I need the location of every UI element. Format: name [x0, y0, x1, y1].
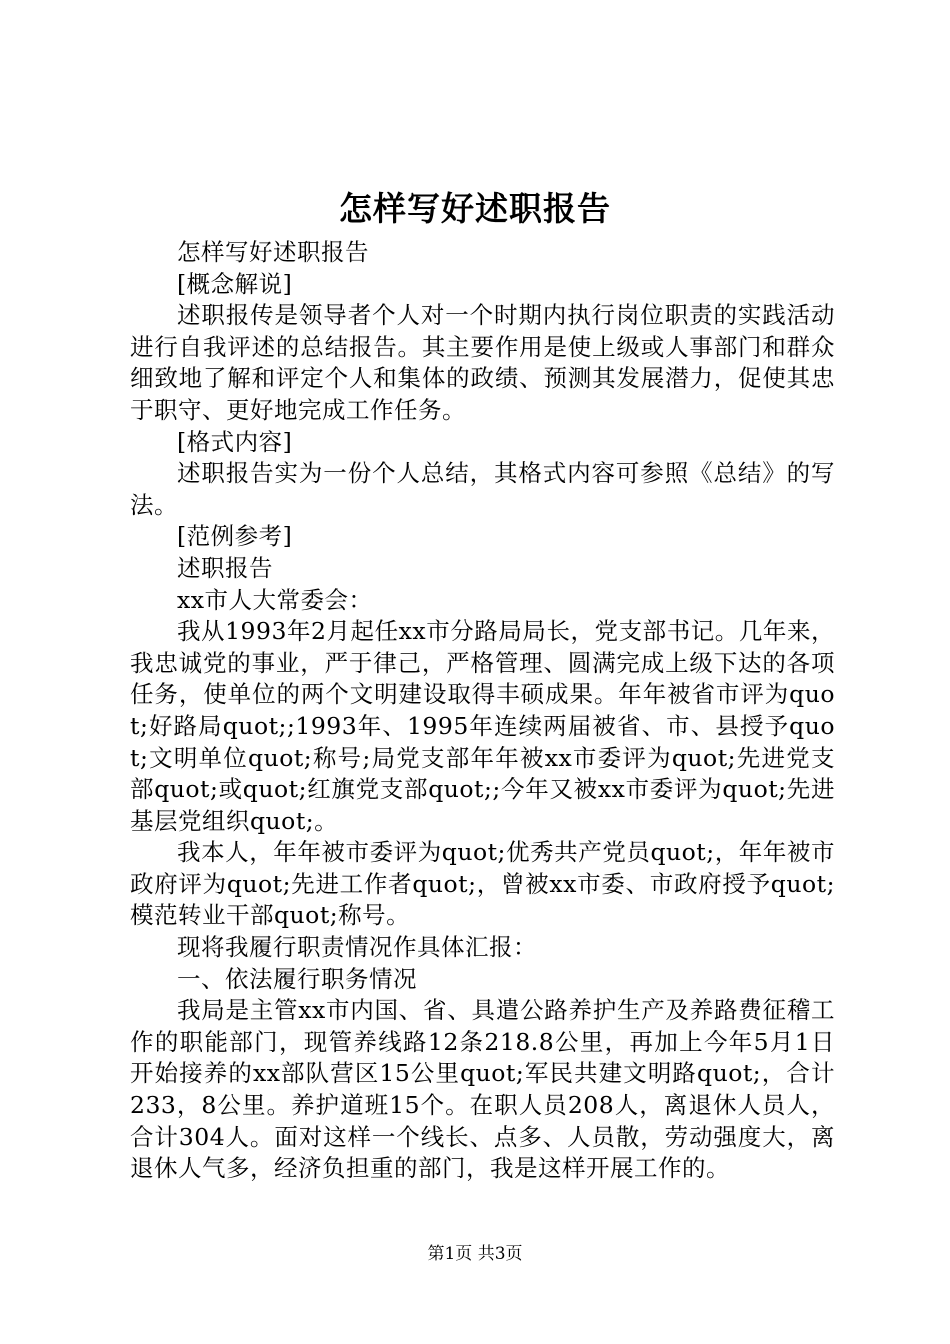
example-salutation: xx市人大常委会： — [177, 585, 373, 614]
document-title: 怎样写好述职报告 — [339, 189, 611, 228]
example-title: 述职报告 — [177, 553, 273, 582]
paragraph-example-1: 我从1993年2月起任xx市分路局局长，党支部书记。几年来，我忠诚党的事业，严于律己，严格管理、圆满完成上级下达的各项任务，使单位的两个文明建设取得丰硕成果。年年被省市评为quot;好路局quot;;1993年、1995年连续两届被省、市、县授予quot;文明单位quot;称号;局党支部年年被xx市委评为quot;先进党支部quot;或quot;红旗党支部quot;;今年又被xx市委评为quot;先进基层党组织quot;。 — [130, 617, 835, 835]
paragraph-format: 述职报告实为一份个人总结，其格式内容可参照《总结》的写法。 — [130, 459, 835, 519]
paragraph-heading-repeat: 怎样写好述职报告 — [177, 238, 369, 266]
paragraph-concept: 述职报传是领导者个人对一个时期内执行岗位职责的实践活动进行自我评述的总结报告。其主要作用是使上级或人事部门和群众细致地了解和评定个人和集体的政绩、预测其发展潜力，促使其忠于职守、更好地完成工作任务。 — [130, 301, 835, 424]
document-body — [130, 237, 835, 1185]
paragraph-example-2: 我本人，年年被市委评为quot;优秀共产党员quot;，年年被市政府评为quot;先进工作者quot;，曾被xx市委、市政府授予quot;模范转业干部quot;称号。 — [130, 838, 835, 930]
section-label-example: [范例参考] — [177, 522, 293, 551]
section-label-concept: [概念解说] — [177, 269, 293, 298]
section-label-format: [格式内容] — [177, 427, 293, 456]
paragraph-example-3: 现将我履行职责情况作具体汇报： — [177, 933, 537, 962]
page-indicator: 第1页 共3页 — [427, 1244, 523, 1264]
paragraph-example-4: 我局是主管xx市内国、省、具遣公路养护生产及养路费征稽工作的职能部门，现管养线路12条218.8公里，再加上今年5月1日开始接养的xx部队营区15公里quot;军民共建文明路quot;，合计233，8公里。养护道班15个。在职人员208人，离退休人员人，合计304人。面对这样一个线长、点多、人员散，劳动强度大，离退休人气多，经济负担重的部门，我是这样开展工作的。 — [130, 996, 835, 1183]
subheading-duties: 一、依法履行职务情况 — [177, 964, 417, 993]
